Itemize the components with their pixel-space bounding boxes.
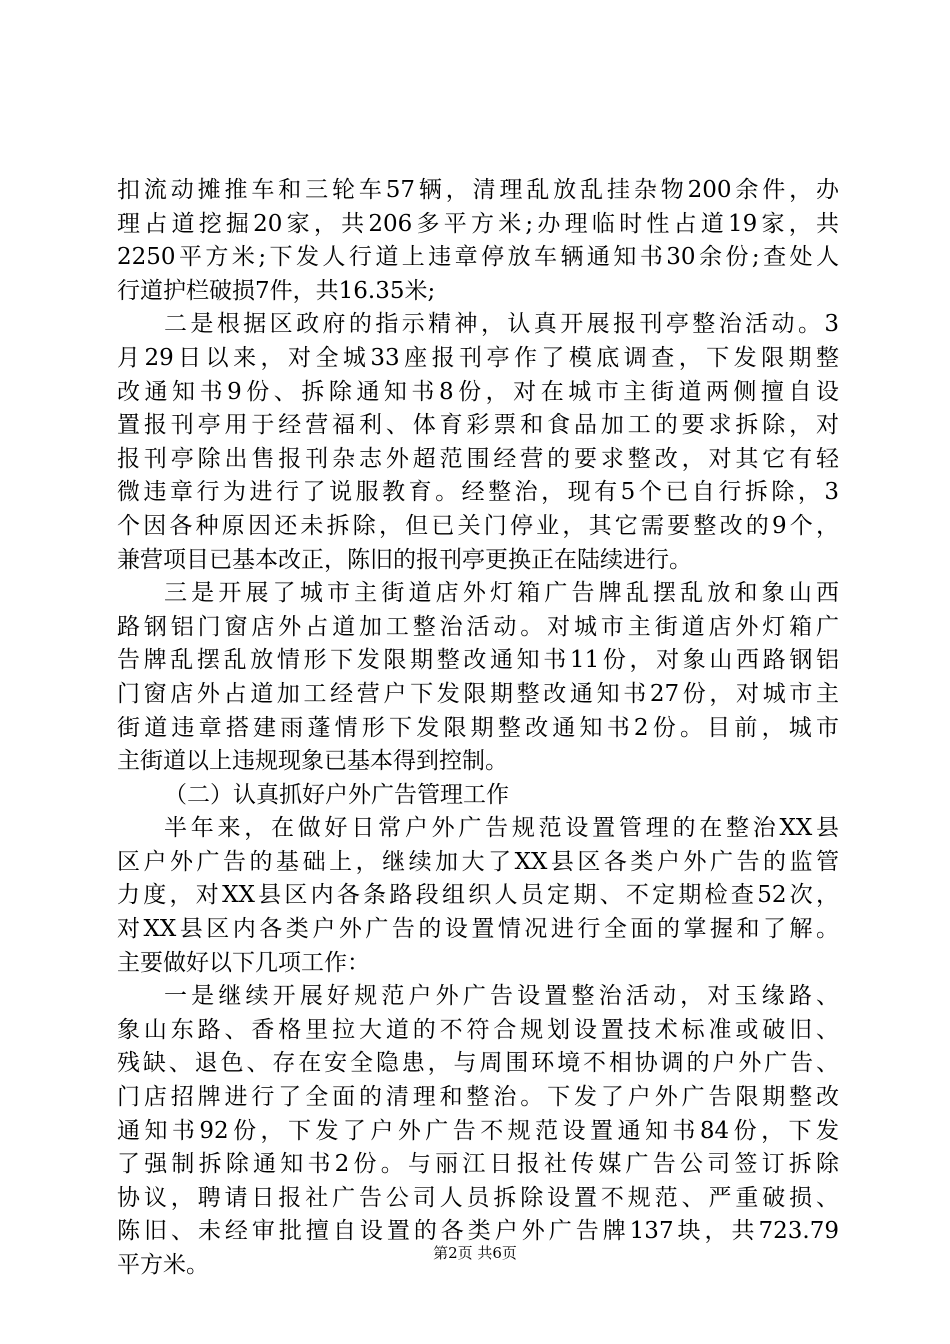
text-line: 月29日以来，对全城33座报刊亭作了模底调查，下发限期整 bbox=[117, 344, 839, 371]
text-line: 平方米。 bbox=[117, 1252, 209, 1278]
paragraph-lightbox-rectification bbox=[117, 577, 839, 779]
text-line: 门店招牌进行了全面的清理和整治。下发了户外广告限期整改 bbox=[117, 1084, 839, 1111]
text-line: 门窗店外占道加工经营户下发限期整改通知书27份，对城市主 bbox=[117, 680, 839, 707]
text-line: 2250平方米;下发人行道上违章停放车辆通知书30余份;查处人 bbox=[117, 244, 839, 271]
paragraph-newsstand-rectification bbox=[117, 308, 839, 577]
paragraph-continuation bbox=[117, 174, 839, 308]
text-line: 兼营项目已基本改正，陈旧的报刊亭更换正在陆续进行。 bbox=[117, 546, 692, 573]
text-line: 通知书92份，下发了户外广告不规范设置通知书84份，下发 bbox=[117, 1117, 839, 1144]
text-line: 二是根据区政府的指示精神，认真开展报刊亭整治活动。3 bbox=[164, 311, 839, 338]
text-line: 对XX县区内各类户外广告的设置情况进行全面的掌握和了解。 bbox=[117, 916, 839, 943]
text-line: 扣流动摊推车和三轮车57辆，清理乱放乱挂杂物200余件，办 bbox=[117, 177, 839, 203]
page-footer bbox=[0, 1243, 950, 1263]
paragraph-outdoor-ads-rectification bbox=[117, 980, 839, 1282]
text-line: 置报刊亭用于经营福利、体育彩票和食品加工的要求拆除，对 bbox=[117, 412, 839, 439]
text-line: 改通知书9份、拆除通知书8份，对在城市主街道两侧擅自设 bbox=[117, 378, 839, 405]
page-number: 第2页 共6页 bbox=[433, 1244, 517, 1262]
text-line: 三是开展了城市主街道店外灯箱广告牌乱摆乱放和象山西 bbox=[164, 580, 839, 607]
text-line: 报刊亭除出售报刊杂志外超范围经营的要求整改，对其它有轻 bbox=[117, 445, 839, 472]
text-line: 残缺、退色、存在安全隐患，与周围环境不相协调的户外广告、 bbox=[117, 1050, 839, 1077]
text-line: 力度，对XX县区内各条路段组织人员定期、不定期检查52次， bbox=[117, 882, 839, 909]
text-line: 协议，聘请日报社广告公司人员拆除设置不规范、严重破损、 bbox=[117, 1184, 839, 1211]
text-line: 象山东路、香格里拉大道的不符合规划设置技术标准或破旧、 bbox=[117, 1016, 839, 1043]
text-line: 一是继续开展好规范户外广告设置整治活动，对玉缘路、 bbox=[164, 983, 839, 1010]
text-line: 告牌乱摆乱放情形下发限期整改通知书11份，对象山西路钢铝 bbox=[117, 647, 839, 674]
text-line: 微违章行为进行了说服教育。经整治，现有5个已自行拆除，3 bbox=[117, 479, 839, 506]
section-heading: （二）认真抓好户外广告管理工作 bbox=[164, 781, 509, 808]
text-line: 半年来，在做好日常户外广告规范设置管理的在整治XX县 bbox=[164, 815, 839, 842]
text-line: 主要做好以下几项工作： bbox=[117, 949, 370, 976]
text-line: 个因各种原因还未拆除，但已关门停业，其它需要整改的9个， bbox=[117, 512, 839, 539]
text-line: 理占道挖掘20家，共206多平方米;办理临时性占道19家，共 bbox=[117, 210, 839, 237]
text-line: 了强制拆除通知书2份。与丽江日报社传媒广告公司签订拆除 bbox=[117, 1151, 839, 1178]
text-line: 区户外广告的基础上，继续加大了XX县区各类户外广告的监管 bbox=[117, 848, 839, 875]
text-line: 街道违章搭建雨蓬情形下发限期整改通知书2份。目前，城市 bbox=[117, 714, 839, 741]
text-line: 行道护栏破损7件，共16.35米; bbox=[117, 277, 436, 304]
text-line: 主街道以上违规现象已基本得到控制。 bbox=[117, 748, 508, 775]
text-line: 陈旧、未经审批擅自设置的各类户外广告牌137块，共723.79 bbox=[117, 1218, 839, 1245]
document-body bbox=[117, 174, 839, 1283]
paragraph-outdoor-ads-overview bbox=[117, 812, 839, 980]
text-line: 路钢铝门窗店外占道加工整治活动。对城市主街道店外灯箱广 bbox=[117, 613, 839, 640]
